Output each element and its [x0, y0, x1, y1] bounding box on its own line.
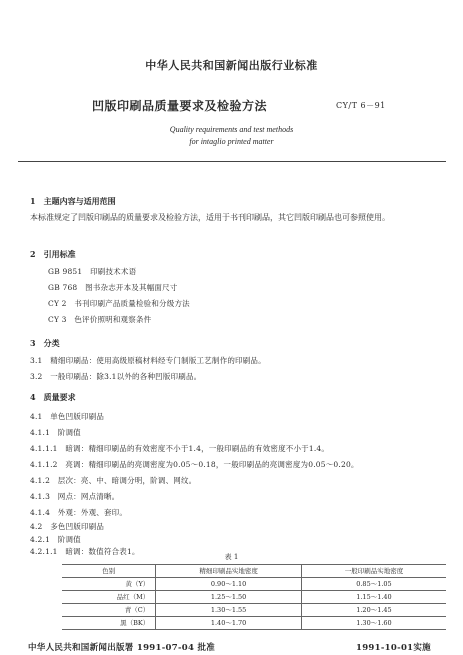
table-cell: 1.20～1.45 — [301, 604, 446, 617]
standard-org-line: 中华人民共和国新闻出版行业标准 — [145, 59, 318, 72]
table-cell: 品红（M） — [62, 591, 156, 604]
section-3-heading: 3 分类 — [30, 338, 60, 348]
density-table — [62, 564, 446, 630]
requirement-item: 4.1 单色凹版印刷品 — [30, 412, 105, 421]
table-cell: 0.85～1.05 — [301, 578, 446, 591]
table-cell: 1.25～1.50 — [156, 591, 302, 604]
section-1-text: 本标准规定了凹版印刷品的质量要求及检验方法，适用于书刊印刷品，其它凹版印刷品也可参照使用。 — [30, 213, 390, 222]
table-header-cell: 一般印刷品实地密度 — [301, 565, 446, 578]
table-row — [62, 591, 446, 604]
section-4-heading: 4 质量要求 — [30, 392, 76, 402]
table-cell: 黄（Y） — [62, 578, 156, 591]
reference-item: GB 9851 印刷技术术语 — [48, 267, 137, 276]
table-row — [62, 604, 446, 617]
requirement-item: 4.2 多色凹版印刷品 — [30, 522, 105, 531]
requirement-item: 4.2.1 阶调值 — [30, 535, 81, 544]
reference-item: CY 2 书刊印刷产品质量检验和分级方法 — [48, 299, 190, 308]
table-header-row — [62, 565, 446, 578]
requirement-item: 4.1.3 网点：网点清晰。 — [30, 492, 120, 501]
implementation-date: 1991-10-01实施 — [356, 643, 431, 653]
requirement-item: 4.1.1.1 暗调：精细印刷品的有效密度不小于1.4，一般印刷品的有效密度不小于1.4。 — [30, 444, 330, 453]
document-title: 凹版印刷品质量要求及检验方法 — [92, 99, 268, 113]
table-cell: 青（C） — [62, 604, 156, 617]
table-row — [62, 617, 446, 630]
title-divider — [18, 161, 446, 162]
section-1-heading: 1 主题内容与适用范围 — [30, 196, 116, 206]
section-2-heading: 2 引用标准 — [30, 249, 76, 259]
requirement-item: 4.2.1.1 暗调：数值符合表1。 — [30, 547, 140, 556]
table-caption: 表 1 — [224, 553, 239, 561]
table-row — [62, 578, 446, 591]
table-header-cell: 色别 — [62, 565, 156, 578]
approval-line: 中华人民共和国新闻出版署 1991-07-04 批准 — [28, 643, 216, 653]
requirement-item: 4.1.4 外观：外观、套印。 — [30, 508, 128, 517]
classification-item: 3.2 一般印刷品：除3.1以外的各种凹版印刷品。 — [30, 372, 202, 381]
table-cell: 1.15～1.40 — [301, 591, 446, 604]
table-cell: 黑（BK） — [62, 617, 156, 630]
reference-item: GB 768 图书杂志开本及其幅面尺寸 — [48, 283, 178, 292]
requirement-item: 4.1.2 层次：亮、中、暗调分明，阶调、网纹。 — [30, 476, 197, 485]
table-header-cell: 精细印刷品实地密度 — [156, 565, 302, 578]
table-cell: 1.30～1.60 — [301, 617, 446, 630]
requirement-item: 4.1.1.2 亮调：精细印刷品的亮调密度为0.05～0.18，一般印刷品的亮调密度为0.05～0.20。 — [30, 460, 359, 469]
requirement-item: 4.1.1 阶调值 — [30, 428, 81, 437]
english-title-line-1: Quality requirements and test methods — [169, 125, 294, 134]
reference-item: CY 3 色评价照明和观察条件 — [48, 315, 152, 324]
table-cell: 0.90～1.10 — [156, 578, 302, 591]
classification-item: 3.1 精细印刷品：使用高级原稿材料经专门制版工艺制作的印刷品。 — [30, 356, 266, 365]
english-title-line-2: for intaglio printed matter — [189, 137, 274, 146]
table-cell: 1.30～1.55 — [156, 604, 302, 617]
table-cell: 1.40～1.70 — [156, 617, 302, 630]
standard-code: CY/T 6－91 — [336, 101, 386, 110]
